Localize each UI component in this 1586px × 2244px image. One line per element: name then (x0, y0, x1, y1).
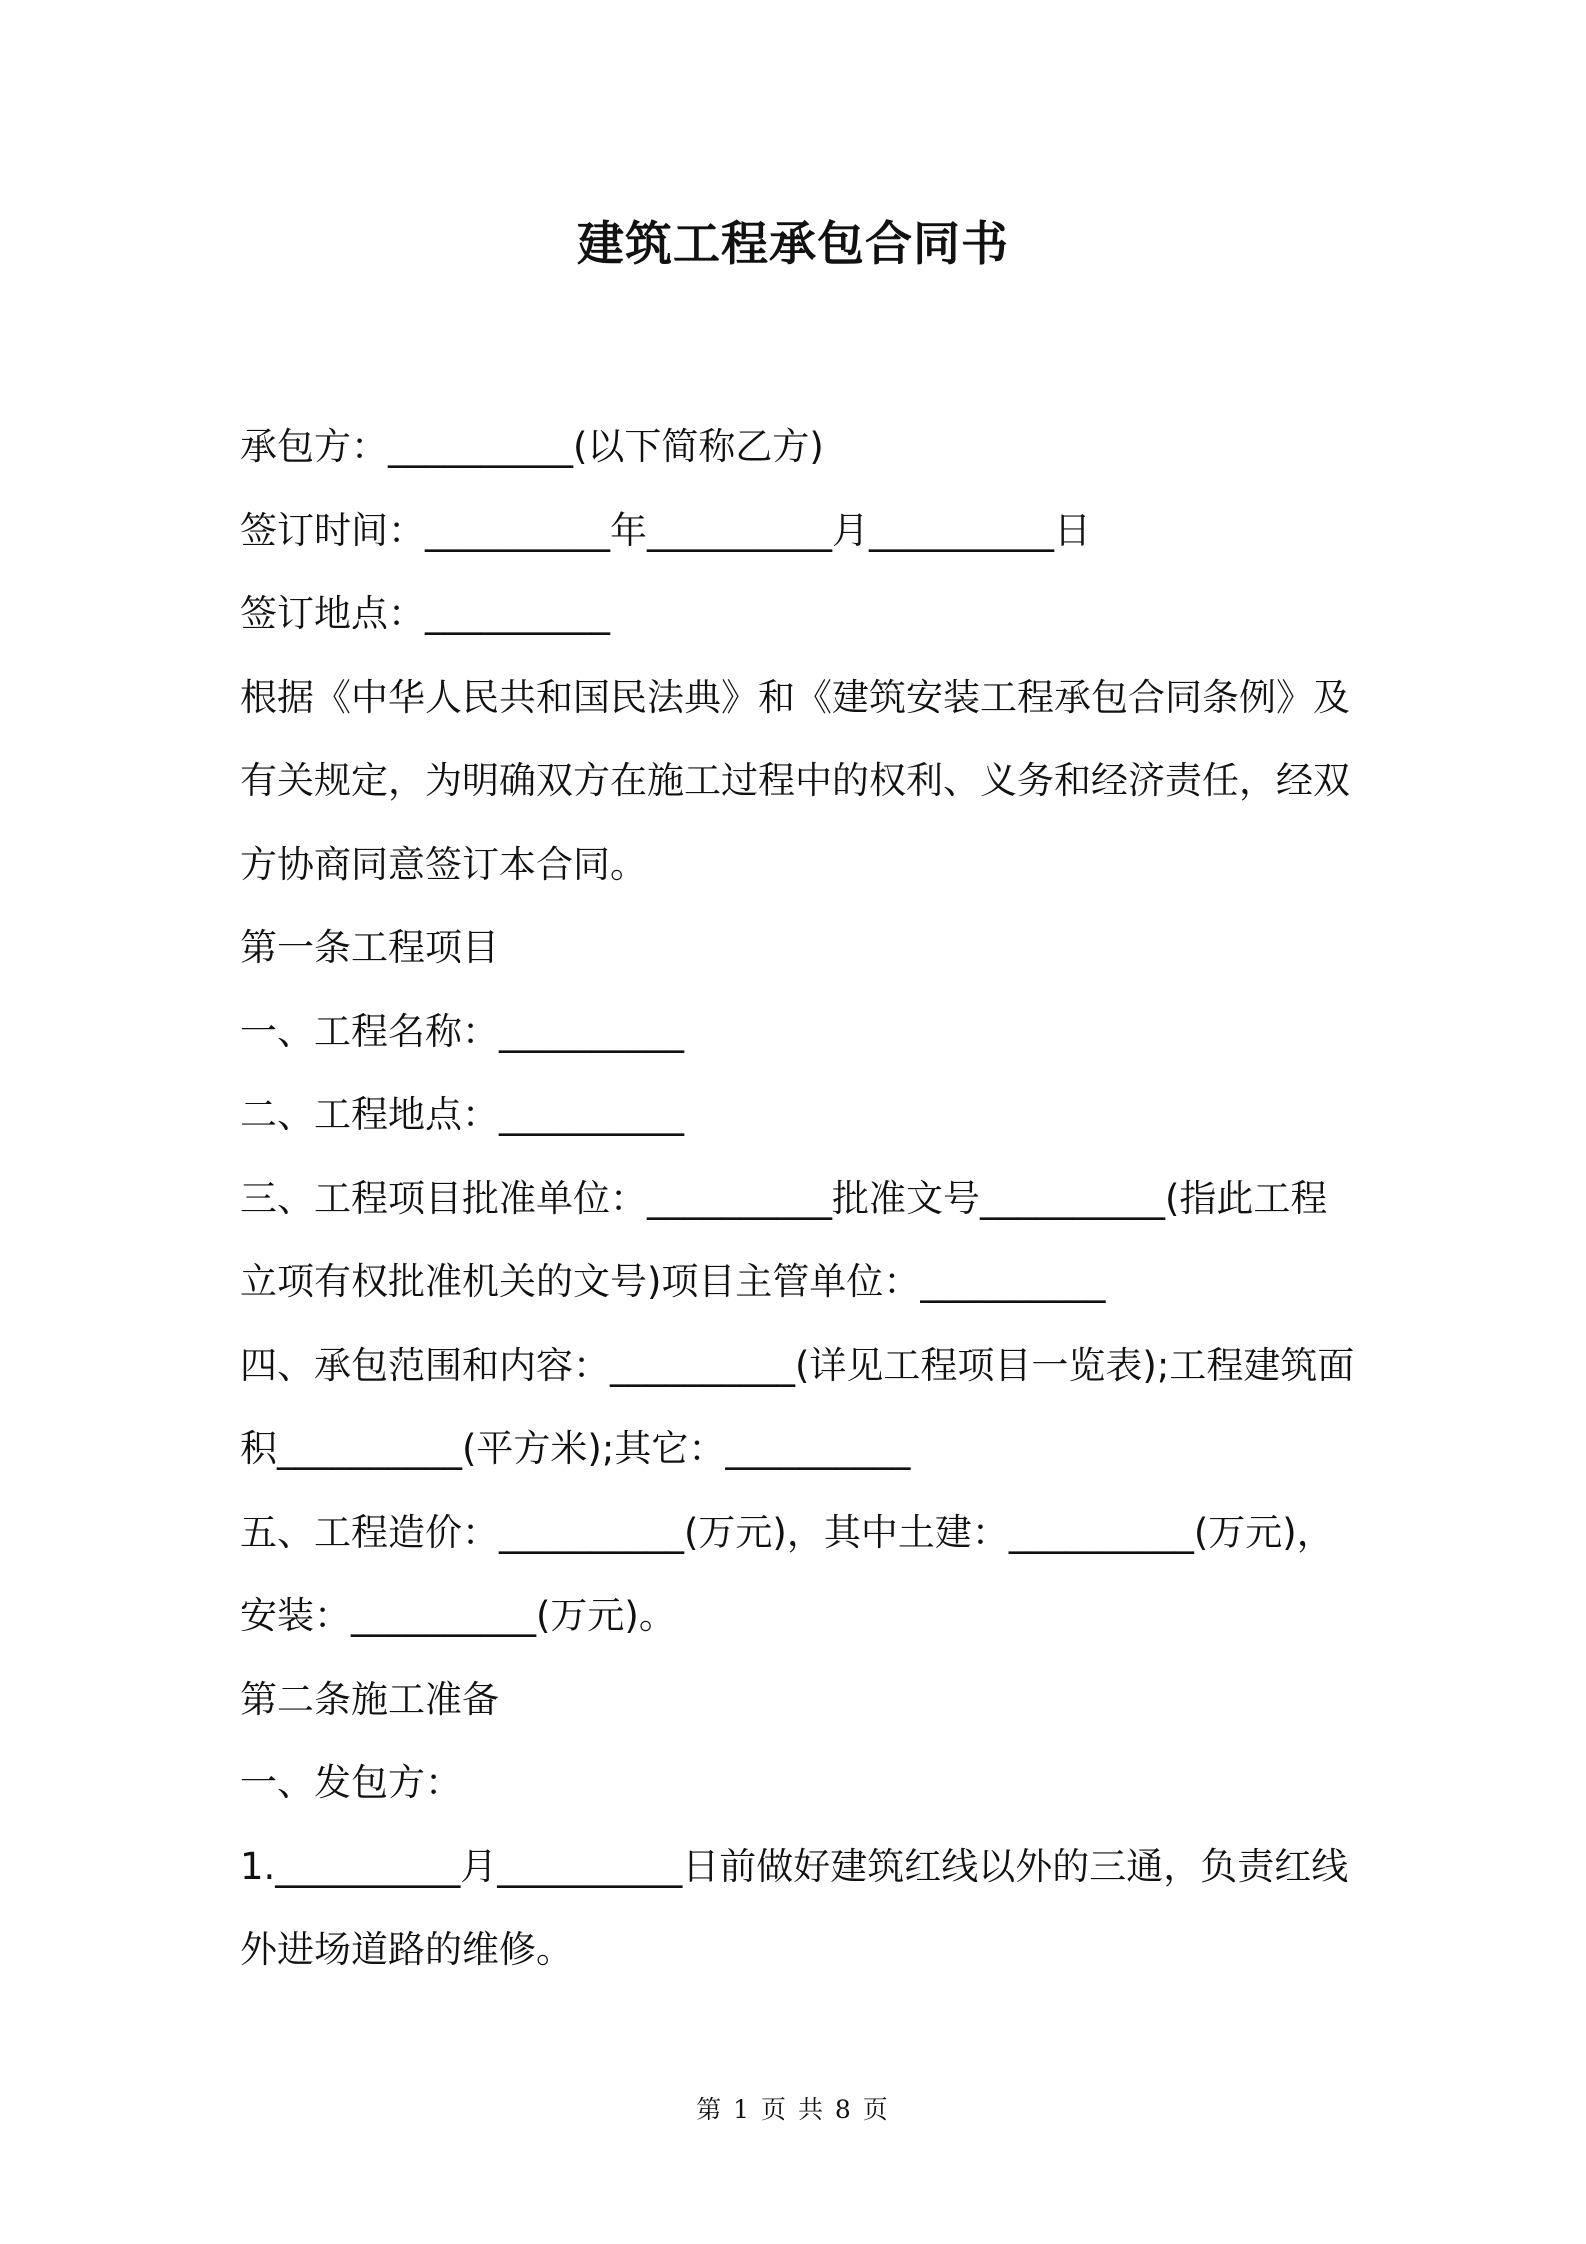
article-1-heading: 第一条工程项目 (240, 926, 499, 969)
scope-paragraph: 四、承包范围和内容：__________(详见工程项目一览表);工程建筑面积__________(平方米);其它：__________ (240, 1343, 1355, 1470)
project-location-line: 二、工程地点：__________ (240, 1093, 684, 1136)
document-title: 建筑工程承包合同书 (577, 217, 1009, 272)
project-name-line: 一、工程名称：__________ (240, 1009, 684, 1053)
approval-unit-paragraph: 三、工程项目批准单位：__________批准文号__________(指此工程立项有权批准机关的文号)项目主管单位：__________ (240, 1176, 1328, 1303)
article-2-heading: 第二条施工准备 (240, 1677, 499, 1721)
employer-heading: 一、发包方： (240, 1761, 462, 1804)
document-body (240, 405, 1360, 1992)
employer-item-1-paragraph: 1.__________月__________日前做好建筑红线以外的三通，负责红线外进场道路的维修。 (240, 1844, 1349, 1971)
preamble-paragraph: 根据《中华人民共和国民法典》和《建筑安装工程承包合同条例》及有关规定，为明确双方在施工过程中的权利、义务和经济责任，经双方协商同意签订本合同。 (240, 675, 1350, 886)
signing-date-line: 签订时间：__________年__________月__________日 (240, 508, 1091, 552)
project-cost-paragraph: 五、工程造价：__________(万元)，其中土建：__________(万元)，安装：__________(万元)。 (240, 1510, 1334, 1637)
contractor-line: 承包方：__________(以下简称乙方) (240, 425, 824, 468)
page-number-footer: 第 1 页 共 8 页 (696, 2095, 890, 2124)
signing-place-line: 签订地点：__________ (240, 592, 610, 635)
